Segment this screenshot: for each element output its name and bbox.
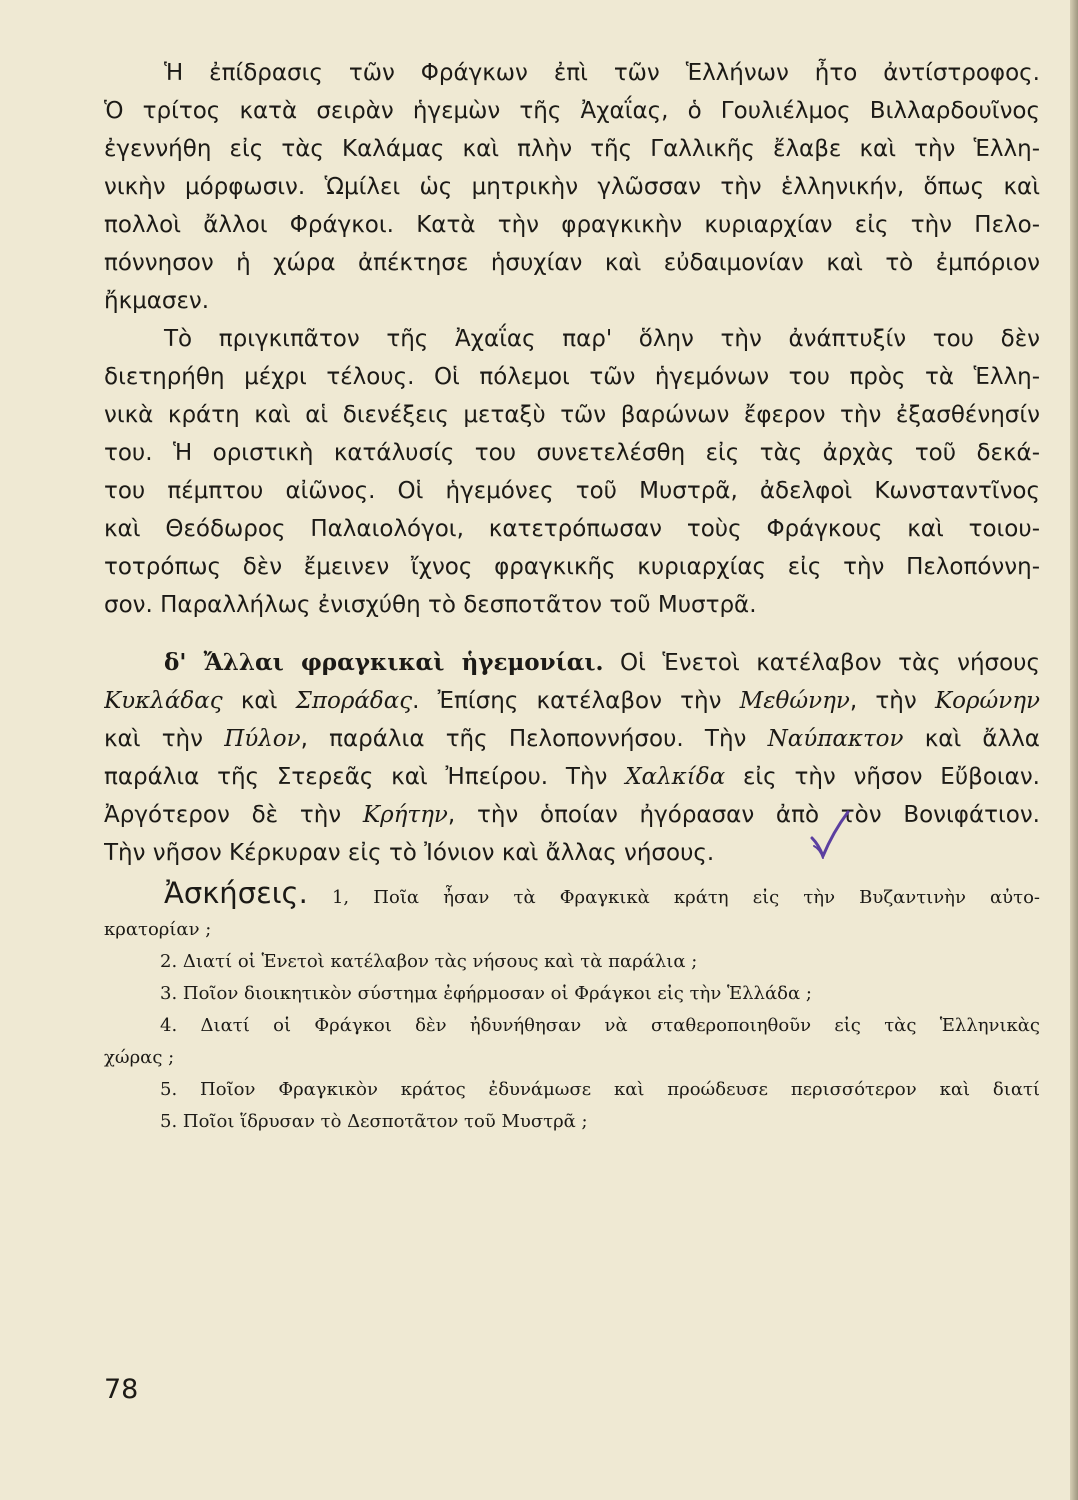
section-text: καὶ ἄλλα [903,726,1040,752]
paragraph-2-line: διετηρήθη μέχρι τέλους. Οἱ πόλεμοι τῶν ἡγεμόνων του πρὸς τὰ Ἑλλη- [104,364,1040,390]
place-name: Κρήτην [362,802,448,828]
question-number: 1, [331,887,350,908]
question-5: 5. Ποῖον Φραγκικὸν κράτος ἐδυνάμωσε καὶ προώδευσε περισσότερον καὶ διατί [160,1079,1040,1100]
place-name: Σποράδας [295,688,413,714]
section-d-line-3 [104,720,1040,758]
paragraph-1-line: Ἡ ἐπίδρασις τῶν Φράγκων ἐπὶ τῶν Ἑλλήνων ἦτο ἀντίστροφος. [164,60,1040,86]
section-text: , τὴν [849,688,935,714]
paragraph-2-line: Τὸ πριγκιπᾶτον τῆς Ἀχαΐας παρ' ὅλην τὴν ἀνάπτυξίν του δὲν [164,326,1040,352]
paragraph-2-line: σον. Παραλλήλως ἐνισχύθη τὸ δεσποτᾶτον τοῦ Μυστρᾶ. [104,592,757,618]
paragraph-1-line: Ὁ τρίτος κατὰ σειρὰν ἡγεμὼν τῆς Ἀχαΐας, ὁ Γουλιέλμος Βιλλαρδουῖνος [104,98,1040,124]
section-text: , τὴν ὁποίαν ἠγόρασαν ἀπὸ τὸν Βονιφάτιον. [447,802,1040,828]
question-6: 5. Ποῖοι ἵδρυσαν τὸ Δεσποτᾶτον τοῦ Μυστρᾶ ; [160,1111,588,1132]
question-continuation: κρατορίαν ; [104,919,212,940]
section-text: εἰς τὴν νῆσον Εὔβοιαν. [725,764,1040,790]
section-heading: δ' Ἄλλαι φραγκικαὶ ἡγεμονίαι. [164,649,604,676]
place-name: Πύλον [224,726,301,752]
paragraph-2-line: νικὰ κράτη καὶ αἱ διενέξεις μεταξὺ τῶν βαρώνων ἔφερον τὴν ἐξασθένησίν [104,402,1040,428]
check-mark-icon [806,808,852,864]
section-text: , παράλια τῆς Πελοποννήσου. Τὴν [300,726,768,752]
section-text: καὶ [222,688,296,714]
page-number: 78 [104,1374,139,1405]
exercises-line-1 [104,872,1040,914]
question-4: 4. Διατί οἱ Φράγκοι δὲν ἠδυνήθησαν νὰ σταθεροποιηθοῦν εἰς τὰς Ἑλληνικὰς [160,1015,1040,1036]
paragraph-2-line: τοτρόπως δὲν ἔμεινεν ἴχνος φραγκικῆς κυριαρχίας εἰς τὴν Πελοπόννη- [104,554,1040,580]
section-text: Οἱ Ἑνετοὶ κατέλαβον τὰς νήσους [603,650,1040,676]
paragraph-1-line: πόννησον ἡ χώρα ἀπέκτησε ἡσυχίαν καὶ εὐδαιμονίαν καὶ τὸ ἐμπόριον [104,250,1040,276]
question-3: 3. Ποῖον διοικητικὸν σύστημα ἐφήρμοσαν οἱ Φράγκοι εἰς τὴν Ἑλλάδα ; [160,983,812,1004]
section-text: Ἀργότερον δὲ τὴν [104,802,363,828]
section-d-line-6: Τὴν νῆσον Κέρκυραν εἰς τὸ Ἰόνιον καὶ ἄλλας νήσους. [104,840,715,866]
paragraph-1-line: ἐγεννήθη εἰς τὰς Καλάμας καὶ πλὴν τῆς Γαλλικῆς ἔλαβε καὶ τὴν Ἑλλη- [104,136,1040,162]
section-d-line-2 [104,682,1040,720]
page-edge [1070,0,1078,1500]
question-text: Ποῖα ἦσαν τὰ Φραγκικὰ κράτη εἰς τὴν Βυζαντινὴν αὐτο- [373,887,1040,908]
section-text: . Ἐπίσης κατέλαβον τὴν [412,688,740,714]
place-name: Ναύπακτον [767,726,904,752]
paragraph-2-line: του. Ἡ οριστικὴ κατάλυσίς του συνετελέσθη εἰς τὰς ἀρχὰς τοῦ δεκά- [104,440,1040,466]
place-name: Κυκλάδας [104,688,223,714]
place-name: Κορώνην [934,688,1040,714]
paragraph-2-line: του πέμπτου αἰῶνος. Οἱ ἡγεμόνες τοῦ Μυστρᾶ, ἀδελφοὶ Κωνσταντῖνος [104,478,1040,504]
place-name: Χαλκίδα [625,764,726,790]
exercises-title: Ἀσκήσεις. [164,876,308,910]
section-text: καὶ τὴν [104,726,225,752]
paragraph-2-line: καὶ Θεόδωρος Παλαιολόγοι, κατετρόπωσαν τοὺς Φράγκους καὶ τοιου- [104,516,1040,542]
question-continuation: χώρας ; [104,1047,175,1068]
question-2: 2. Διατί οἱ Ἑνετοὶ κατέλαβον τὰς νήσους καὶ τὰ παράλια ; [160,951,698,972]
paragraph-1-line: ἤκμασεν. [104,288,210,314]
section-d-line-4 [104,758,1040,796]
paragraph-1-line: πολλοὶ ἄλλοι Φράγκοι. Κατὰ τὴν φραγκικὴν κυριαρχίαν εἰς τὴν Πελο- [104,212,1040,238]
place-name: Μεθώνην [739,688,850,714]
paragraph-1-line: νικὴν μόρφωσιν. Ὡμίλει ὡς μητρικὴν γλῶσσαν τὴν ἑλληνικήν, ὅπως καὶ [104,174,1040,200]
document-text [104,54,1040,1138]
section-d-line-1 [104,644,1040,682]
section-text: παράλια τῆς Στερεᾶς καὶ Ἠπείρου. Τὴν [104,764,626,790]
section-d-line-5 [104,796,1040,834]
